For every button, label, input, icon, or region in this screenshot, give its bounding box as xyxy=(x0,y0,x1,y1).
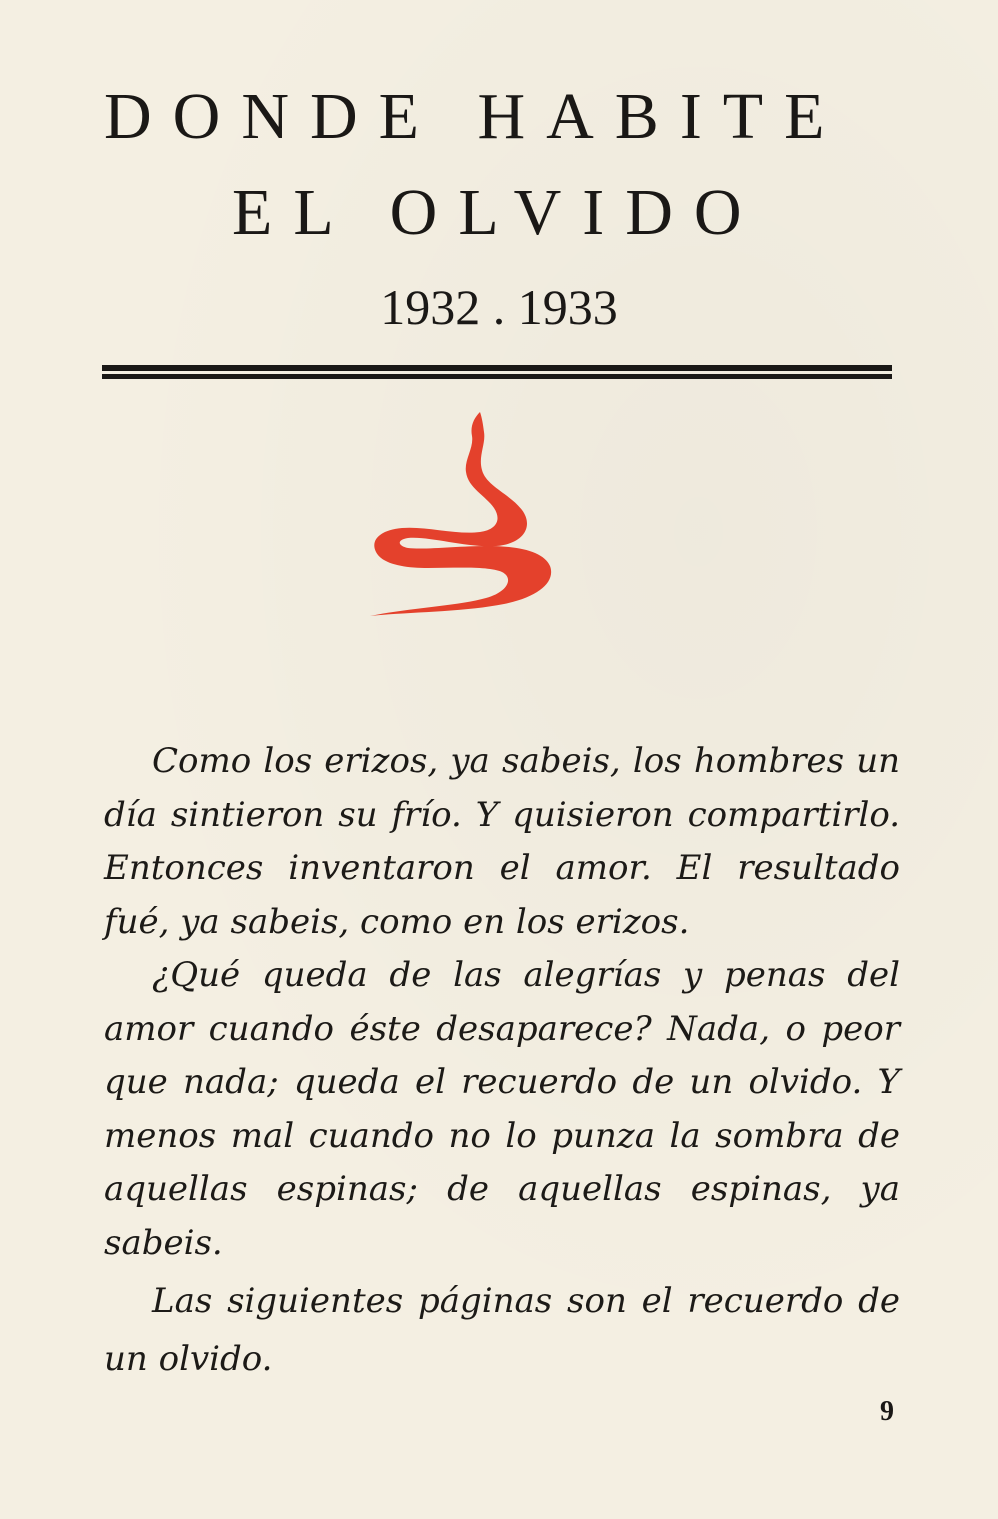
preface-text xyxy=(104,735,900,1388)
title-line-2: EL OLVIDO xyxy=(232,176,763,249)
page-number: 9 xyxy=(880,1396,894,1427)
paragraph-2: ¿Qué queda de las alegrías y penas del amor cuando éste desaparece? Nada, o peor que nada; queda el recuerdo de un olvido. Y menos mal cuando no lo punza la sombra de aquellas espinas; de aquellas espinas, ya sabeis. xyxy=(104,955,900,1263)
double-rule-bottom xyxy=(102,374,892,379)
serpent-icon xyxy=(368,408,558,620)
year-range: 1932 . 1933 xyxy=(380,279,618,335)
title-line-1: DONDE HABITE xyxy=(104,80,846,153)
double-rule-top xyxy=(102,365,892,371)
paragraph-1: Como los erizos, ya sabeis, los hombres un día sintieron su frío. Y quisieron compartirlo. Entonces inventaron el amor. El resultado fué, ya sabeis, como en los erizos. xyxy=(104,741,900,942)
paragraph-3: Las siguientes páginas son el recuerdo de un olvido. xyxy=(104,1281,900,1379)
